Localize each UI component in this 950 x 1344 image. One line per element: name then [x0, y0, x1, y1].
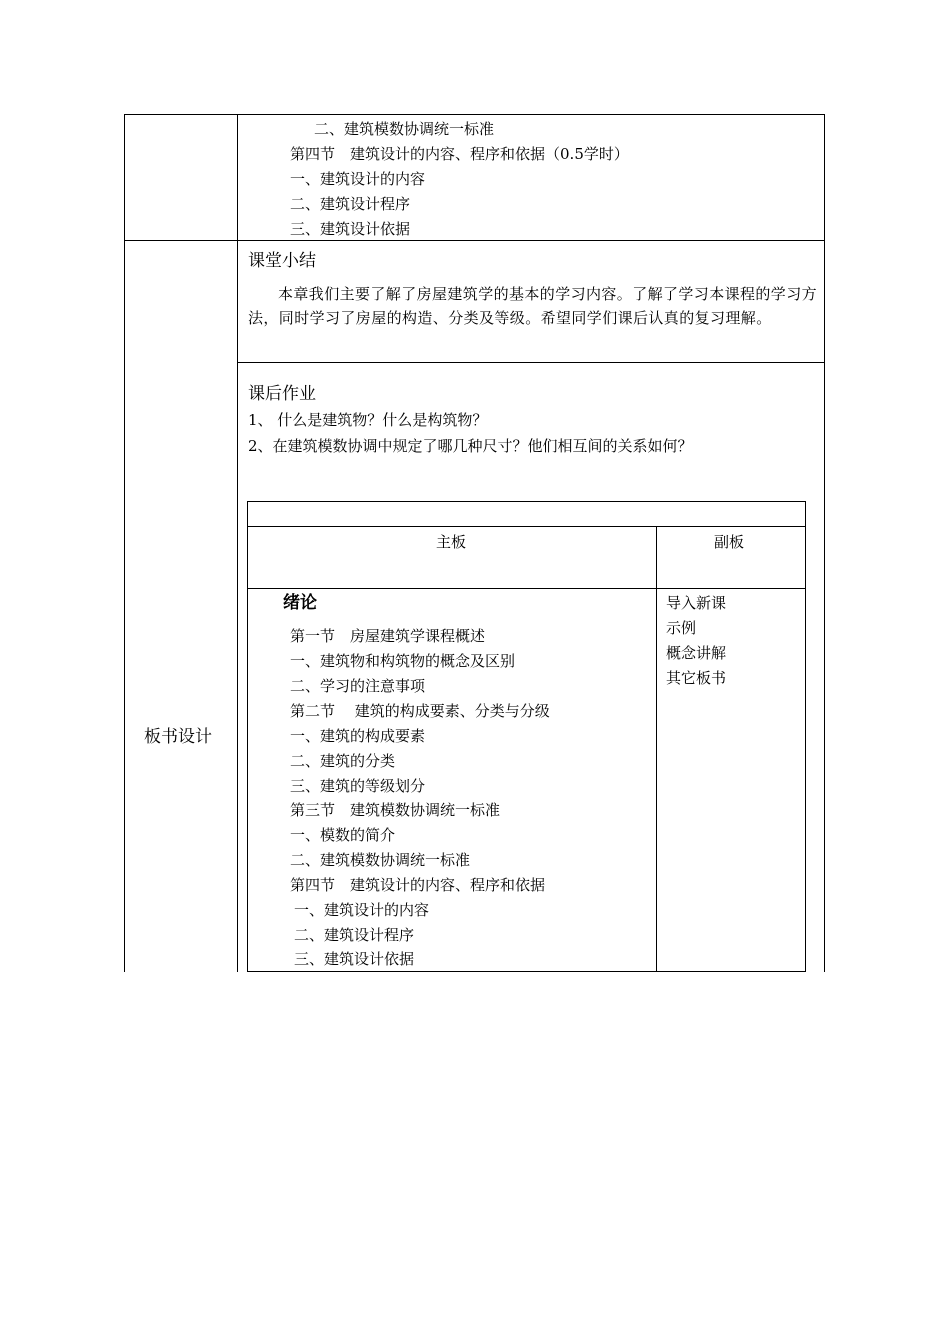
outer-top-border — [124, 114, 825, 115]
board-main-line: 一、建筑物和构筑物的概念及区别 — [290, 652, 516, 670]
outer-right-border — [824, 114, 825, 972]
outer-inner-divider — [237, 114, 238, 972]
top-line-4: 二、建筑设计程序 — [290, 195, 411, 213]
board-side-header: 副板 — [714, 533, 745, 551]
board-bottom-border — [247, 971, 805, 972]
board-column-divider — [656, 526, 657, 972]
board-main-line: 一、建筑的构成要素 — [290, 727, 426, 745]
board-header-top — [247, 526, 805, 527]
summary-text: 本章我们主要了解了房屋建筑学的基本的学习内容。了解了学习本课程的学习方法，同时学习了房屋的构造、分类及等级。希望同学们课后认真的复习理解。 — [248, 285, 818, 327]
board-header-bottom — [247, 588, 805, 589]
summary-heading: 课堂小结 — [248, 251, 316, 271]
board-left-border — [247, 501, 248, 972]
top-line-2: 第四节 建筑设计的内容、程序和依据（0.5学时） — [290, 145, 629, 163]
top-line-3: 一、建筑设计的内容 — [290, 170, 426, 188]
board-top-border — [247, 501, 805, 502]
board-side-line: 导入新课 — [666, 594, 727, 612]
homework-item-2: 2、在建筑模数协调中规定了哪几种尺寸？他们相互间的关系如何？ — [248, 437, 693, 455]
top-line-5: 三、建筑设计依据 — [290, 220, 411, 238]
board-label: 板书设计 — [144, 727, 212, 747]
board-main-line: 三、建筑的等级划分 — [290, 777, 426, 795]
board-main-line: 第二节 建筑的构成要素、分类与分级 — [290, 702, 550, 720]
board-main-line: 二、建筑的分类 — [290, 752, 396, 770]
top-line-1: 二、建筑模数协调统一标准 — [314, 120, 495, 138]
board-main-line: 第一节 房屋建筑学课程概述 — [290, 627, 486, 645]
board-side-line: 概念讲解 — [666, 644, 727, 662]
board-main-line: 三、建筑设计依据 — [294, 950, 415, 968]
board-side-line: 其它板书 — [666, 669, 727, 687]
board-main-line: 二、建筑模数协调统一标准 — [290, 851, 471, 869]
homework-heading: 课后作业 — [248, 384, 316, 404]
board-main-title: 绪论 — [283, 593, 317, 613]
row-divider-1 — [124, 240, 825, 241]
board-side-line: 示例 — [666, 619, 697, 637]
outer-left-border — [124, 114, 125, 972]
board-main-line: 二、建筑设计程序 — [294, 926, 415, 944]
homework-item-1: 1、 什么是建筑物？什么是构筑物？ — [248, 411, 488, 429]
board-main-line: 一、建筑设计的内容 — [294, 901, 430, 919]
board-main-line: 第三节 建筑模数协调统一标准 — [290, 801, 501, 819]
board-main-line: 二、学习的注意事项 — [290, 677, 426, 695]
board-right-border — [805, 501, 806, 972]
board-main-line: 一、模数的简介 — [290, 826, 396, 844]
board-main-header: 主板 — [436, 533, 467, 551]
board-main-line: 第四节 建筑设计的内容、程序和依据 — [290, 876, 546, 894]
row-divider-2 — [237, 362, 825, 363]
